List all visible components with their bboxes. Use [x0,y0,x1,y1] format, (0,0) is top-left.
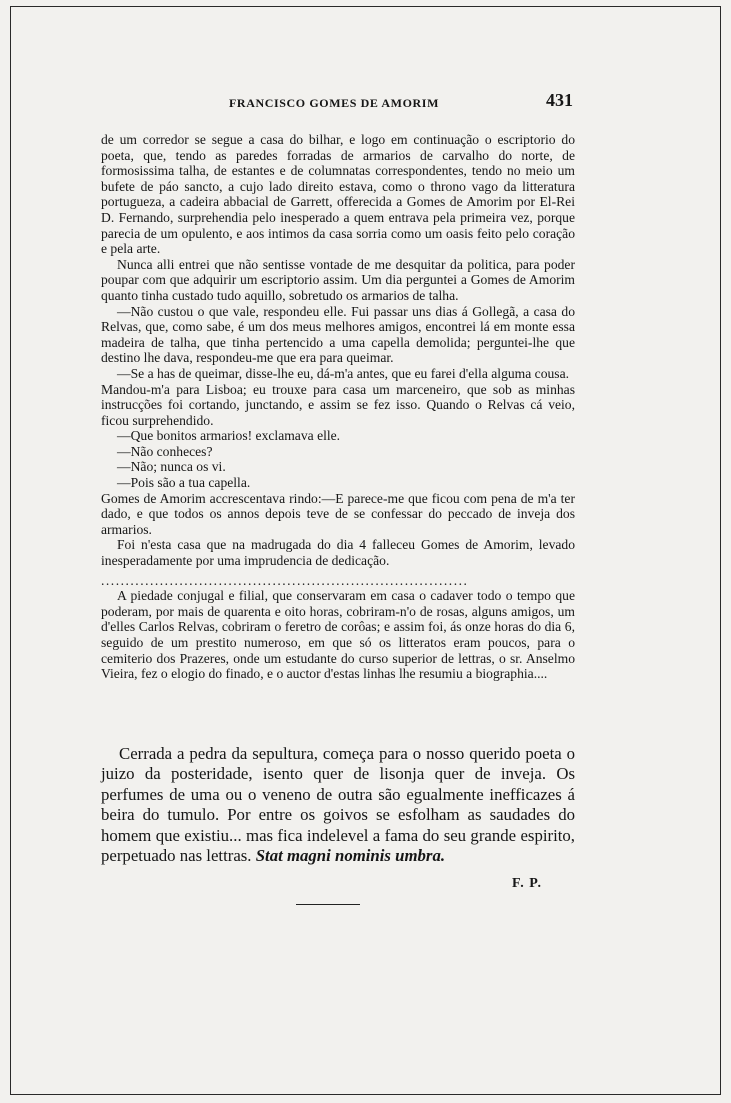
closing-text [101,744,575,866]
paragraph: —Que bonitos armarios! exclamava elle. [117,428,341,444]
paragraph: Foi n'esta casa que na madrugada do dia 4 falleceu Gomes de Amorim, levado inesperadamente por uma imprudencia de dedicação. [101,537,575,569]
paragraph: —Não; nunca os vi. [117,459,226,475]
paragraph: —Não custou o que vale, respondeu elle. Fui passar uns dias á Gollegã, a casa do Relvas, que, como sabe, é um dos meus melhores amigos, encontrei lá em monte essa madeira de talha, que tinha pertencido a uma capella demolida; perguntei-lhe que destino lhe dava, respondeu-me que era para queimar. [101,303,575,366]
paragraph: A piedade conjugal e filial, que conservaram em casa o cadaver todo o tempo que poderam, por mais de quarenta e oito horas, cobriram-n'o de rosas, alguns amigos, um d'elles Carlos Relvas, cobriram o feretro de corôas; e assim foi, ás onze horas do dia 6, seguido de um prestito numeroso, em que só os litteratos eram poucos, para o cemiterio dos Prazeres, onde um estudante do curso superior de lettras, o sr. Anselmo Vieira, fez o elogio do finado, e o auctor d'estas linhas lhe resumiu a biographia.... [101,588,575,682]
paragraph: Nunca alli entrei que não sentisse vontade de me desquitar da politica, para poder poupar com que adquirir um escriptorio assim. Um dia perguntei a Gomes de Amorim quanto tinha custado tudo aquillo, sobretudo os armarios de talha. [101,256,575,303]
running-title: FRANCISCO GOMES DE AMORIM [229,96,440,110]
paragraph: Mandou-m'a para Lisboa; eu trouxe para casa um marceneiro, que sob as minhas instrucções foi cortando, junctando, e assim se fez isso. Quando o Relvas cá veio, ficou surprehendido. [101,381,575,428]
page-number: 431 [546,90,573,110]
main-text [101,132,575,682]
closing-paragraph [101,744,575,866]
paragraph: Gomes de Amorim accrescentava rindo:—E parece-me que ficou com pena de m'a ter dado, e que todos os annos depois teve de se confessar do peccado de inveja dos armarios. [101,490,575,537]
closing-text-body: Cerrada a pedra da sepultura, começa para o nosso querido poeta o juizo da posteridade, isento quer de lisonja quer de inveja. Os perfumes de uma ou o veneno de outra são egualmente inefficazes á beira do tumulo. Por entre os goivos se esfolham as saudades do homem que existiu... mas fica indelevel a fama do seu grande espirito, perpetuado nas lettras. [101,744,575,866]
paragraph: —Pois são a tua capella. [117,475,251,491]
end-rule [296,904,360,905]
paragraph: de um corredor se segue a casa do bilhar, e logo em continuação o escriptorio do poeta, que, tendo as paredes forradas de armarios de carvalho do norte, de formosissima talha, de estantes e de columnatas correspondentes, tendo no meio um bufete de páo sancto, a cujo lado direito estava, como o throno vago da litteratura portugueza, a cadeira abbacial de Garrett, offerecida a Gomes de Amorim por El-Rei D. Fernando, surprehendia pelo inesperado a quem entrava pela primeira vez, porque parecia de um opulento, e aos intimos da casa sorria como um oasis feito pelo coração e pela arte. [101,132,575,257]
latin-quote: Stat magni nominis umbra. [255,846,446,866]
signature-initials: F. P. [512,876,543,891]
dotted-separator: ........................................................................... [101,572,469,588]
paragraph: —Se a has de queimar, disse-lhe eu, dá-m'a antes, que eu farei d'ella alguma cousa. [117,365,570,381]
paragraph: —Não conheces? [117,443,213,459]
page-header [101,90,575,114]
